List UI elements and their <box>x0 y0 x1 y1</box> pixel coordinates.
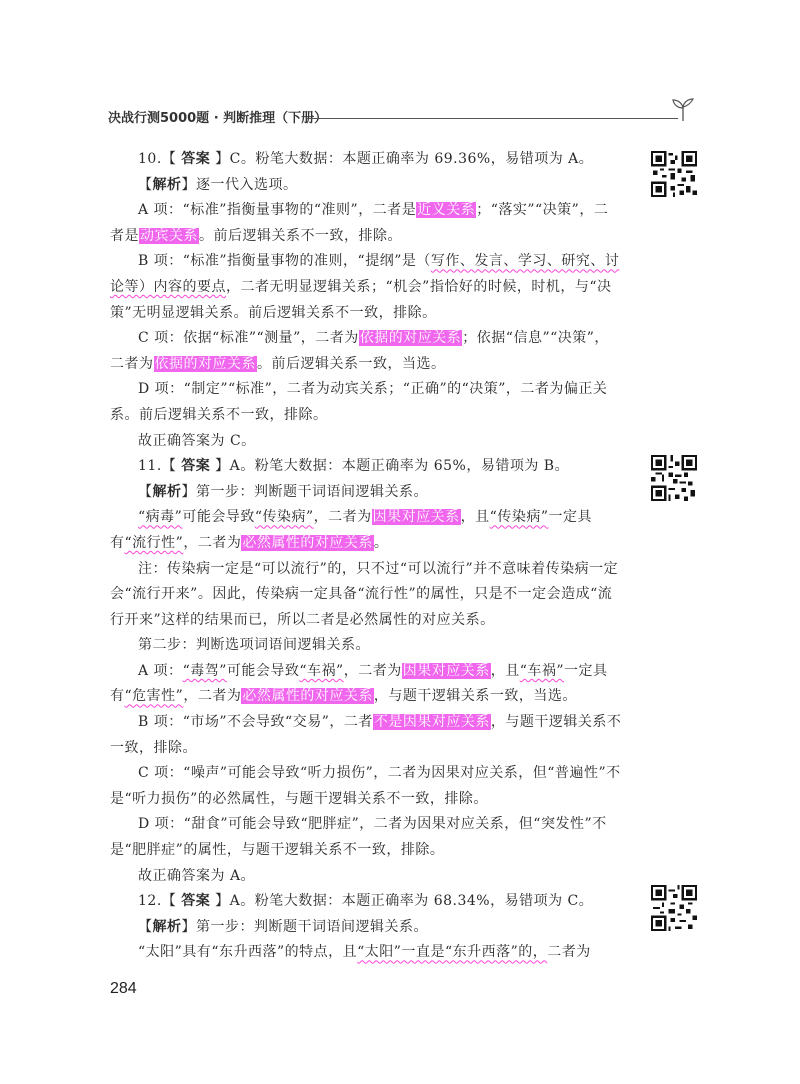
highlighted-text: 因果对应关系 <box>372 509 460 526</box>
text-run: 11.【 <box>138 458 182 475</box>
text-run: 】第一步：判断题干词语间逻辑关系。 <box>181 918 428 935</box>
text-run: 【 <box>138 918 153 935</box>
paragraph <box>110 147 622 173</box>
paragraph <box>110 429 622 455</box>
highlighted-text: 因果对应关系 <box>402 662 490 679</box>
underlined-text: “流行性” <box>124 534 184 551</box>
paragraph <box>110 326 622 377</box>
text-run: ；依据“信息”“决策”，二者为 <box>110 330 609 372</box>
text-run: 【 <box>138 483 153 500</box>
underlined-text: “太阳”一直是“东升西落”的， <box>357 944 548 961</box>
text-run: 注：传染病一定是“可以流行”的，只不过“可以流行”并不意味着传染病一定会“流行开来”。因此，传染病一定具备“流行性”的属性，只是不一定会造成“流行开来”这样的结果而已，所以二者是必然属性的对应关系。 <box>110 560 619 628</box>
text-run: ，二者为 <box>313 509 372 526</box>
highlighted-text: 必然属性的对应关系 <box>242 534 373 551</box>
text-run: 10.【 <box>138 151 182 167</box>
text-run: 第二步：判断选项词语间逻辑关系。 <box>138 637 370 654</box>
paragraph <box>110 761 622 812</box>
highlighted-text: 不是因果对应关系 <box>373 714 490 731</box>
page-number: 284 <box>110 980 137 997</box>
text-run: C 项：“噪声”可能会导致“听力损伤”，二者为因果对应关系，但“普遍性”不是“听力损伤”的必然属性，与题干逻辑关系不一致，排除。 <box>110 765 621 807</box>
paragraph <box>110 505 622 556</box>
paragraph <box>110 454 622 480</box>
paragraph <box>110 710 622 761</box>
paragraph <box>110 889 622 915</box>
bold-label: 解析 <box>152 176 182 193</box>
underlined-text: “车祸” <box>299 662 344 679</box>
text-run: ；“落实”“决策”，二者是 <box>110 202 609 244</box>
text-run: A 项：“标准”指衡量事物的“准则”，二者是 <box>138 202 417 219</box>
text-run: ，且 <box>460 509 490 526</box>
text-run: 】逐一代入选项。 <box>181 176 298 193</box>
text-run: 。前后逻辑关系一致，当选。 <box>257 355 446 372</box>
answer-explanations <box>110 147 622 966</box>
text-run: C 项：依据“标准”“测量”，二者为 <box>138 330 359 347</box>
qr-code-icon[interactable] <box>651 151 697 197</box>
text-run: B 项：“市场”不会导致“交易”，二者 <box>138 714 373 731</box>
highlighted-text: 依据的对应关系 <box>154 355 256 372</box>
paragraph <box>110 812 622 863</box>
text-run: 【 <box>138 176 153 193</box>
text-run: ，二者为 <box>183 688 242 705</box>
underlined-text: “传染病” <box>489 509 549 526</box>
bold-label: 答案 <box>181 151 211 167</box>
text-run: B 项：“标准”指衡量事物的准则，“提纲”是（ <box>138 253 431 270</box>
paragraph <box>110 557 622 634</box>
highlighted-text: 依据的对应关系 <box>359 330 462 347</box>
paragraph <box>110 173 622 199</box>
text-run: D 项：“甜食”可能会导致“肥胖症”，二者为因果对应关系，但“突发性”不是“肥胖症”的属性，与题干逻辑关系不一致，排除。 <box>110 816 607 859</box>
text-run: ，二者为 <box>343 662 402 679</box>
text-run: A 项： <box>138 662 183 679</box>
paragraph <box>110 480 622 506</box>
text-run: 一定具有 <box>110 662 608 705</box>
bold-label: 解析 <box>152 483 182 500</box>
highlighted-text: 动宾关系 <box>140 227 198 244</box>
text-run: 。前后逻辑关系不一致，排除。 <box>199 227 402 244</box>
underlined-text: “毒驾” <box>182 662 227 679</box>
underlined-text: “传染病” <box>254 509 314 526</box>
paragraph <box>110 377 622 428</box>
qr-code-icon[interactable] <box>651 885 697 931</box>
text-run: ，与题干逻辑关系一致，当选。 <box>373 688 577 705</box>
paragraph <box>110 940 622 966</box>
text-run: 可能会导致 <box>226 662 300 679</box>
text-run: 。 <box>373 534 389 551</box>
text-run: “太阳”具有“东升西落”的特点，且 <box>138 944 358 961</box>
sprout-icon <box>670 97 696 123</box>
text-run: 二者为 <box>547 944 591 961</box>
text-run: 故正确答案为 C。 <box>138 432 256 449</box>
bold-label: 答案 <box>181 458 211 475</box>
paragraph <box>110 198 622 249</box>
text-run: ，与题干逻辑关系不一致，排除。 <box>110 714 622 756</box>
text-run: ，二者为 <box>183 534 242 551</box>
paragraph <box>110 633 622 659</box>
text-run: ，且 <box>490 662 520 679</box>
text-run: D 项：“制定”“标准”，二者为动宾关系；“正确”的“决策”，二者为偏正关系。前后逻辑关系不一致，排除。 <box>110 381 608 423</box>
text-run: 】A。粉笔大数据：本题正确率为 68.34%，易错项为 C。 <box>210 893 594 910</box>
text-run: ，二者无明显逻辑关系；“机会”指恰好的时候，时机，与“决策”无明显逻辑关系。前后逻辑关系不一致，排除。 <box>110 278 612 321</box>
underlined-text: “病毒” <box>138 509 183 526</box>
qr-code-icon[interactable] <box>651 455 697 501</box>
text-run: 可能会导致 <box>182 509 255 526</box>
underlined-text: “危害性” <box>124 688 184 705</box>
paragraph <box>110 915 622 941</box>
bold-label: 解析 <box>152 918 182 935</box>
page-header <box>108 103 696 131</box>
text-run: 一定具有 <box>110 509 592 551</box>
paragraph <box>110 659 622 710</box>
text-run: 故正确答案为 A。 <box>138 867 256 884</box>
highlighted-text: 必然属性的对应关系 <box>242 688 373 705</box>
text-run: 】C。粉笔大数据：本题正确率为 69.36%，易错项为 A。 <box>210 151 594 167</box>
paragraph <box>110 249 622 326</box>
text-run: 】A。粉笔大数据：本题正确率为 65%，易错项为 B。 <box>210 458 570 475</box>
text-run: 】第一步：判断题干词语间逻辑关系。 <box>181 483 428 500</box>
text-run: 12.【 <box>138 893 182 910</box>
book-title: 决战行测5000题 · 判断推理（下册） <box>108 111 328 126</box>
underlined-text: 写作、发言、学习、研究、讨论等）内容的要点 <box>110 253 620 295</box>
underlined-text: “车祸” <box>519 662 565 679</box>
bold-label: 答案 <box>181 893 211 910</box>
header-rule <box>306 118 678 119</box>
highlighted-text: 近义关系 <box>417 202 476 219</box>
paragraph <box>110 864 622 890</box>
